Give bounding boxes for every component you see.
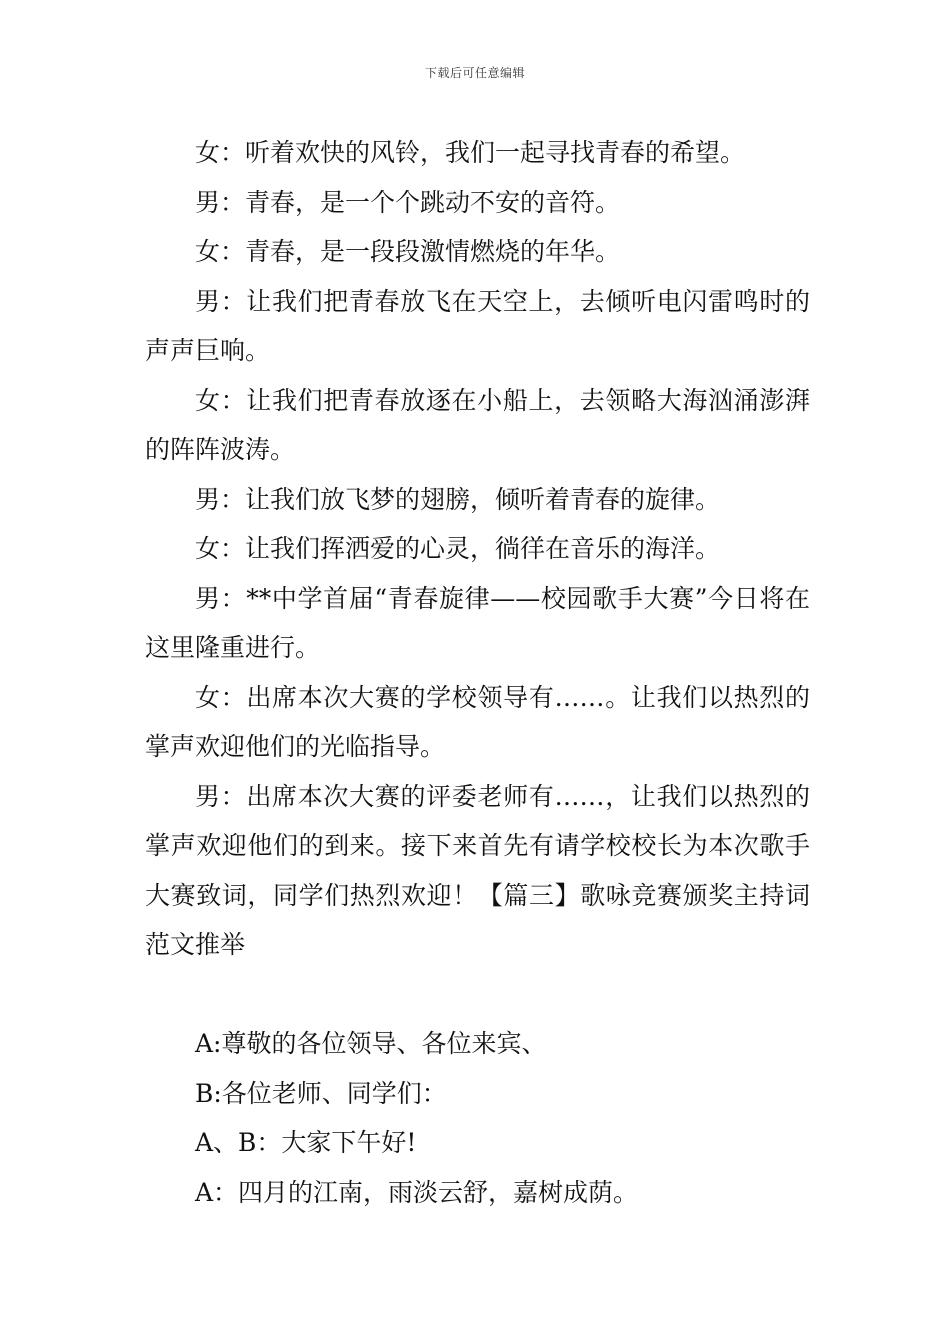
- paragraph: 女：听着欢快的风铃，我们一起寻找青春的希望。: [195, 138, 746, 167]
- blank-line: [145, 970, 810, 1020]
- paragraph: A：四月的江南，雨淡云舒，嘉树成荫。: [195, 1177, 639, 1207]
- document-body: [145, 128, 810, 1217]
- paragraph: 男：让我们放飞梦的翅膀，倾听着青春的旋律。: [195, 484, 721, 514]
- paragraph: 女：青春，是一段段激情燃烧的年华。: [195, 237, 621, 266]
- paragraph: B:各位老师、同学们：: [195, 1078, 447, 1108]
- paragraph: 男：青春，是一个个跳动不安的音符。: [195, 187, 621, 217]
- paragraph: 男：让我们把青春放飞在天空上，去倾听电闪雷鸣时的声声巨响。: [145, 286, 810, 365]
- paragraph: 女：出席本次大赛的学校领导有……。让我们以热烈的掌声欢迎他们的光临指导。: [145, 682, 810, 761]
- page-header: 下载后可任意编辑: [424, 66, 525, 80]
- paragraph: 男：**中学首届“青春旋律——校园歌手大赛”今日将在这里隆重进行。: [145, 583, 810, 662]
- paragraph: 女：让我们挥洒爱的心灵，徜徉在音乐的海洋。: [195, 534, 721, 563]
- paragraph: 男：出席本次大赛的评委老师有……，让我们以热烈的掌声欢迎他们的到来。接下来首先有请学校校长为本次歌手大赛致词，同学们热烈欢迎！【篇三】歌咏竞赛颁奖主持词范文推举: [145, 781, 810, 959]
- paragraph: 女：让我们把青春放逐在小船上，去领略大海汹涌澎湃的阵阵波涛。: [145, 385, 810, 464]
- paragraph: A、B：大家下午好!: [195, 1128, 417, 1157]
- paragraph: A:尊敬的各位领导、各位来宾、: [195, 1029, 547, 1058]
